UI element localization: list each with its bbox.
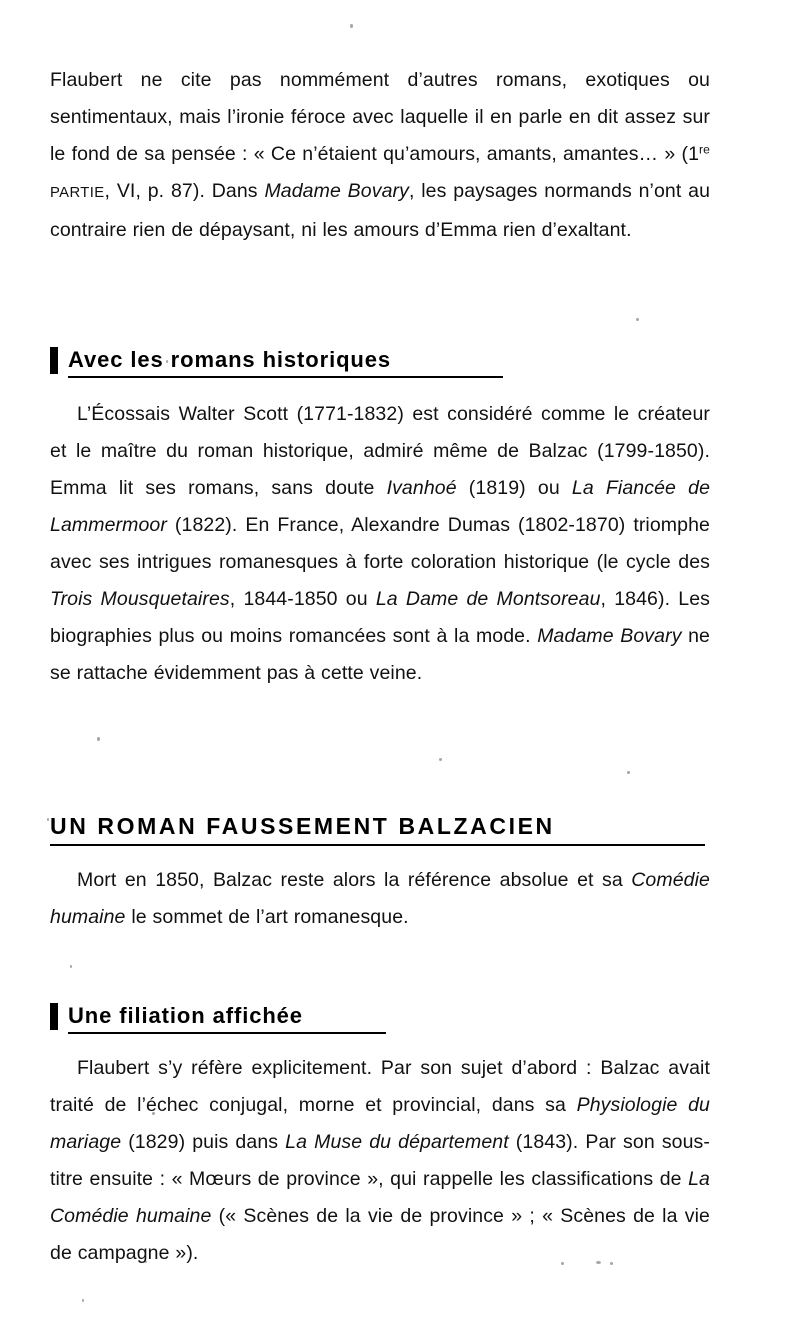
subheading-label: Une filiation affichée	[68, 1003, 303, 1028]
paragraph-block-walter-scott	[50, 396, 710, 692]
heading-bar-marker	[50, 347, 58, 374]
scan-speckle	[350, 24, 353, 28]
scan-speckle	[439, 758, 442, 761]
scan-speckle	[47, 818, 49, 821]
paragraph-block-filiation	[50, 1050, 710, 1272]
subheading-romans-historiques	[50, 345, 710, 378]
section-heading-roman-balzacien	[50, 811, 710, 846]
heading-filiation-affichee	[50, 1001, 710, 1034]
heading-underline-rule	[68, 1032, 386, 1034]
scan-speckle	[636, 318, 639, 321]
paragraph-block-intro	[50, 62, 710, 249]
section-heading-label: UN ROMAN FAUSSEMENT BALZACIEN	[50, 813, 555, 839]
heading-underline-rule	[68, 376, 503, 378]
paragraph-walter-scott: L’Écossais Walter Scott (1771-1832) est considéré comme le créateur et le maître du roman historique, admiré même de Balzac (1799-1850). Emma lit ses romans, sans doute Ivanhoé (1819) ou La Fiancée de Lammermoor (1822). En France, Alexandre Dumas (1802-1870) triomphe avec ses intrigues romanesques à forte coloration historique (le cycle des Trois Mousquetaires, 1844-1850 ou La Dame de Montsoreau, 1846). Les biographies plus ou moins romancées sont à la mode. Madame Bovary ne se rattache évidemment pas à cette veine.	[50, 403, 711, 684]
scan-speckle	[82, 1299, 84, 1302]
heading-roman-balzacien	[50, 811, 710, 846]
scan-speckle	[627, 771, 630, 774]
paragraph-filiation: Flaubert s’y réfère explicitement. Par son sujet d’abord : Balzac avait traité de l’échec conjugal, morne et provincial, dans sa Physiologie du mariage (1829) puis dans La Muse du département (1843). Par son sous-titre ensuite : « Mœurs de province », qui rappelle les classifications de La Comédie humaine (« Scènes de la vie de province » ; « Scènes de la vie de campagne »).	[50, 1057, 710, 1264]
subheading-filiation-affichee	[50, 1001, 710, 1034]
scan-speckle	[97, 737, 100, 741]
paragraph-block-balzac-mort	[50, 862, 710, 936]
scan-speckle	[70, 965, 72, 968]
paragraph-intro: Flaubert ne cite pas nommément d’autres romans, exotiques ou sentimentaux, mais l’ironie féroce avec laquelle il en parle en dit assez sur le fond de sa pensée : « Ce n’étaient qu’amours, amants, amantes… » (1re PARTIE, VI, p. 87). Dans Madame Bovary, les paysages normands n’ont au contraire rien de dépaysant, ni les amours d’Emma rien d’exaltant.	[50, 69, 711, 241]
heading-bar-marker	[50, 1003, 58, 1030]
paragraph-balzac-mort: Mort en 1850, Balzac reste alors la référence absolue et sa Comédie humaine le sommet de l’art romanesque.	[50, 869, 710, 928]
heading-romans-historiques	[50, 345, 710, 378]
section-heading-underline-rule	[50, 844, 705, 846]
subheading-label: Avec les romans historiques	[68, 347, 392, 372]
